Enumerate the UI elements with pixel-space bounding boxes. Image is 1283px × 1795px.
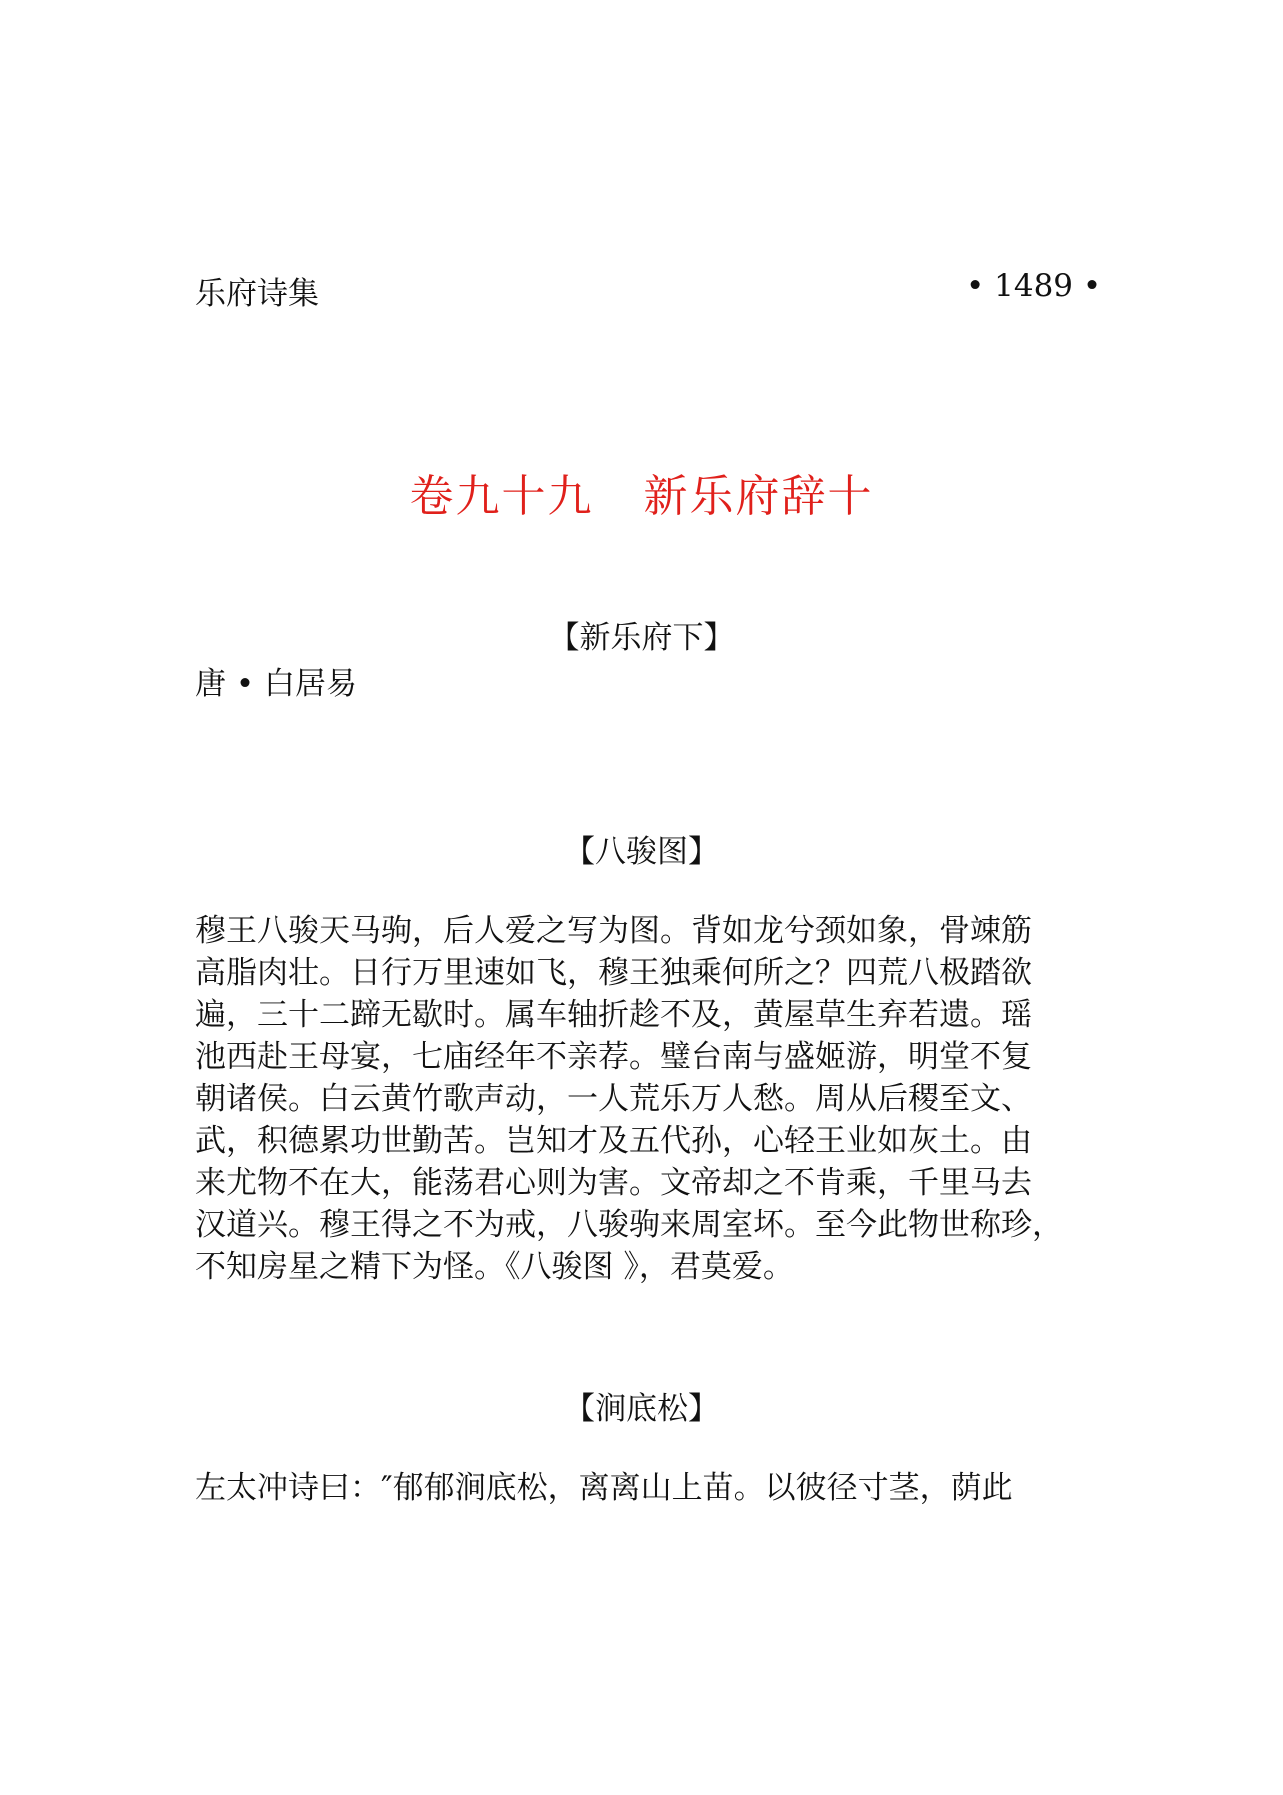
page-number: • 1489 • [966,268,1102,304]
poem-line: 武，积德累功世勤苦。岂知才及五代孙，心轻王业如灰土。由 [195,1123,1032,1159]
poem-line: 池西赴王母宴，七庙经年不亲荐。璧台南与盛姬游，明堂不复 [195,1039,1032,1075]
poem-heading-1: 【八骏图】 [564,834,719,870]
poem-line: 来尤物不在大，能荡君心则为害。文帝却之不肯乘，千里马去 [195,1165,1032,1201]
poem-line: 汉道兴。穆王得之不为戒，八骏驹来周室坏。至今此物世称珍， [195,1207,1063,1243]
poem-body-1 [195,910,1063,1288]
poem-body-2 [195,1467,1013,1509]
poem-heading-2: 【涧底松】 [564,1391,719,1427]
poem-line: 穆王八骏天马驹，后人爱之写为图。背如龙兮颈如象，骨竦筋 [195,913,1032,949]
poem-line: 遍，三十二蹄无歇时。属车轴折趁不及，黄屋草生弃若遗。瑶 [195,997,1032,1033]
group-heading: 【新乐府下】 [548,620,735,656]
author-line: 唐 • 白居易 [195,666,357,702]
chapter-name: 新乐府辞十 [643,471,874,522]
chapter-volume: 卷九十九 [409,471,594,522]
poem-line: 朝诸侯。白云黄竹歌声动，一人荒乐万人愁。周从后稷至文、 [195,1081,1032,1117]
poem-line: 不知房星之精下为怪。《八骏图 》，君莫爱。 [195,1249,794,1285]
chapter-title [0,460,1283,524]
poem-line: 高脂肉壮。日行万里速如飞，穆王独乘何所之？四荒八极踏欲 [195,955,1032,991]
poem-line: 左太冲诗曰：″郁郁涧底松，离离山上苗。以彼径寸茎，荫此 [195,1470,1013,1506]
running-header-book-title: 乐府诗集 [195,276,319,312]
